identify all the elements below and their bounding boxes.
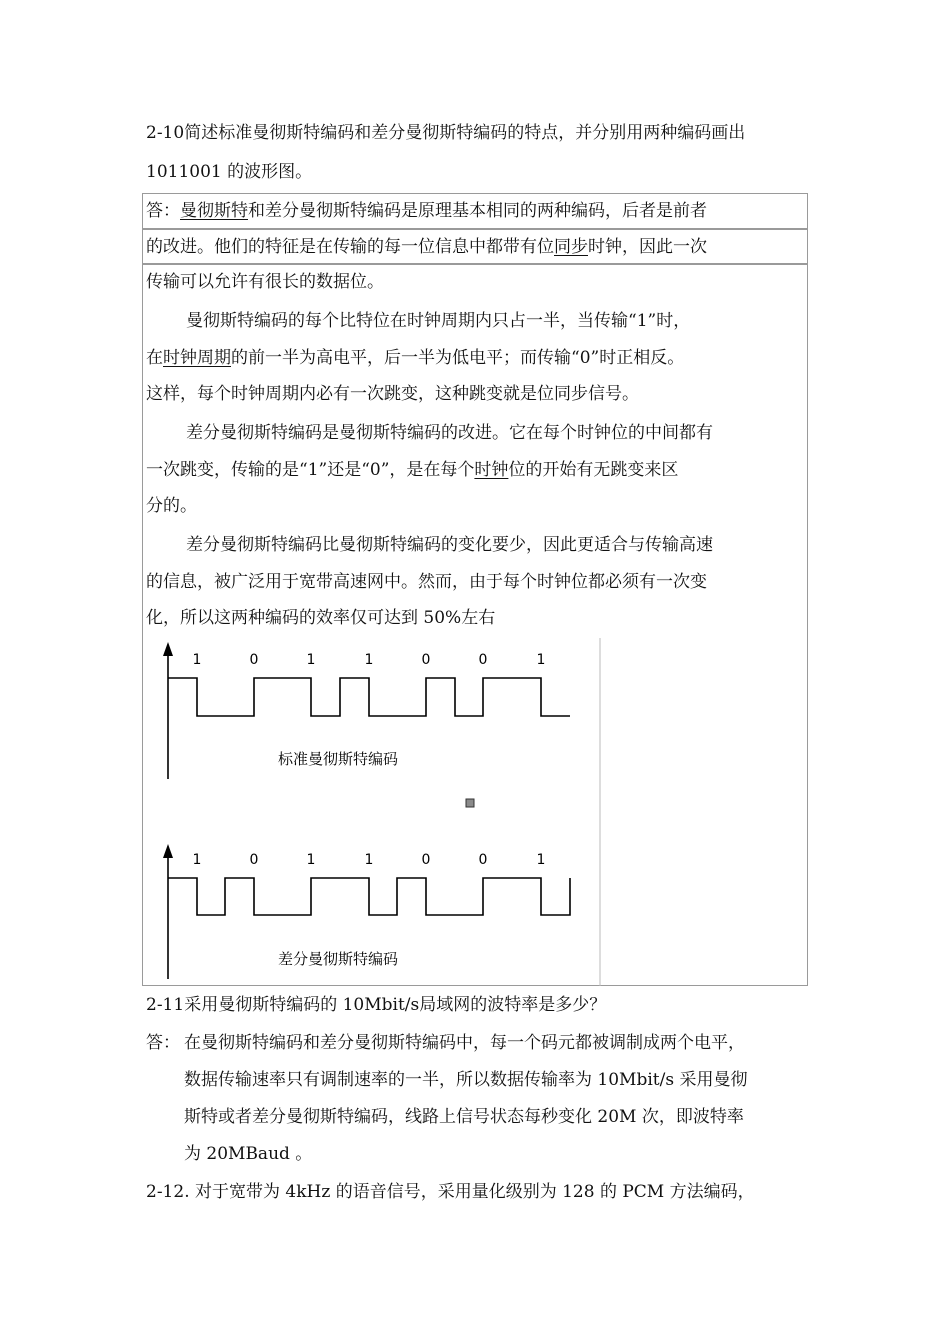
underlined-term-sync: 同步 [554,237,588,257]
manchester-bit-label: 1 [306,652,316,668]
answer-2-11-line4: 为 20MBaud 。 [184,1144,313,1164]
waveform-figure [143,638,601,986]
answer-2-10-line2 [146,235,707,259]
diff-manchester-bit-label: 0 [421,852,431,868]
manchester-bit-label: 0 [249,652,259,668]
manchester-bit-label: 1 [536,652,546,668]
manchester-axis [163,642,173,779]
paragraph-4-line3: 化，所以这两种编码的效率仅可达到 50%左右 [146,608,496,628]
paragraph-3-line1: 差分曼彻斯特编码是曼彻斯特编码的改进。它在每个时钟位的中间都有 [186,423,713,443]
answer-2-10-line1 [146,199,707,223]
answer-2-11-prefix: 答： [146,1033,180,1053]
answer-2-11-line2: 数据传输速率只有调制速率的一半，所以数据传输率为 10Mbit/s 采用曼彻 [184,1070,748,1090]
paragraph-3-line2 [146,458,678,482]
question-2-12: 2-12. 对于宽带为 4kHz 的语音信号，采用量化级别为 128 的 PCM 方法编码， [146,1182,755,1202]
answer-text: 一次跳变，传输的是“1”还是“0”，是在每个 [146,460,475,480]
manchester-bit-label: 1 [364,652,374,668]
diff-manchester-bit-label: 1 [364,852,374,868]
answer-text: 的前一半为高电平，后一半为低电平；而传输“0”时正相反。 [231,348,685,368]
diff-manchester-bit-label: 1 [192,852,202,868]
answer-text: 的改进。他们的特征是在传输的每一位信息中都带有位 [146,237,554,257]
answer-text: 在 [146,348,163,368]
underlined-term-clock: 时钟 [474,460,509,480]
question-2-11: 2-11采用曼彻斯特编码的 10Mbit/s局域网的波特率是多少？ [146,995,607,1015]
paragraph-2-line1: 曼彻斯特编码的每个比特位在时钟周期内只占一半，当传输“1”时， [186,311,691,331]
diff-manchester-bit-label: 0 [478,852,488,868]
paragraph-4-line2: 的信息，被广泛用于宽带高速网中。然而，由于每个时钟位都必须有一次变 [146,572,707,592]
diff-manchester-bit-label: 1 [306,852,316,868]
manchester-bit-label: 1 [192,652,202,668]
answer-2-11-line3: 斯特或者差分曼彻斯特编码，线路上信号状态每秒变化 20M 次，即波特率 [184,1107,744,1127]
answer-text: 和差分曼彻斯特编码是原理基本相同的两种编码，后者是前者 [248,201,707,221]
diff-manchester-caption: 差分曼彻斯特编码 [278,950,399,968]
answer-text: 位的开始有无跳变来区 [508,460,679,480]
diff-manchester-waveform [168,878,570,915]
paragraph-2-line3: 这样，每个时钟周期内必有一次跳变，这种跳变就是位同步信号。 [146,384,639,404]
question-2-10-line2: 1011001 的波形图。 [146,162,313,182]
paragraph-2-line2 [146,346,684,370]
paragraph-3-line3: 分的。 [146,496,197,516]
paragraph-4-line1: 差分曼彻斯特编码比曼彻斯特编码的变化要少，因此更适合与传输高速 [186,535,713,555]
answer-text: 时钟，因此一次 [588,237,707,257]
manchester-bit-label: 0 [478,652,488,668]
square-marker-icon [466,799,474,807]
answer-prefix: 答： [146,201,180,221]
question-2-10-line1: 2-10简述标准曼彻斯特编码和差分曼彻斯特编码的特点，并分别用两种编码画出 [146,123,746,143]
manchester-waveform [168,678,570,716]
manchester-caption: 标准曼彻斯特编码 [278,750,399,768]
diff-manchester-axis [163,844,173,979]
diff-manchester-bit-label: 1 [536,852,546,868]
answer-2-10-line3: 传输可以允许有很长的数据位。 [146,272,384,292]
underlined-term-clock-period: 时钟周期 [163,348,231,368]
diff-manchester-bit-label: 0 [249,852,259,868]
manchester-bit-label: 0 [421,652,431,668]
answer-2-11-line1: 在曼彻斯特编码和差分曼彻斯特编码中，每一个码元都被调制成两个电平， [184,1033,745,1053]
underlined-term-manchester: 曼彻斯特 [180,201,248,221]
